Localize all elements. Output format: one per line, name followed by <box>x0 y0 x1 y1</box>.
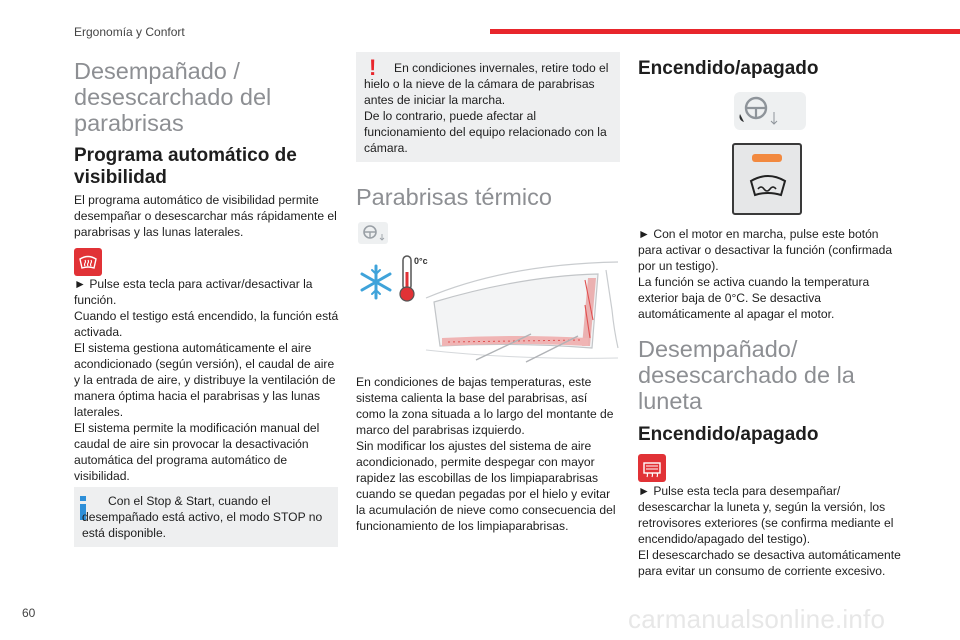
running-header: Ergonomía y Confort <box>74 25 185 39</box>
warning-icon: ! <box>369 55 377 80</box>
header-accent-bar <box>490 29 960 34</box>
section-title-heated-windscreen: Parabrisas térmico <box>356 184 552 210</box>
title-on-off-rear: Encendido/apagado <box>638 424 819 445</box>
watermark: carmanualsonline.info <box>628 604 886 634</box>
subtitle-auto-visibility: Programa automático de visibilidad <box>74 145 297 188</box>
auto-visibility-intro: El programa automático de visibilidad permite desempañar o desescarchar más rápidamente el parabrisas y las lunas laterales. <box>74 193 337 239</box>
indicator-lamp <box>752 154 782 162</box>
heated-windscreen-icon <box>747 171 789 199</box>
auto-visibility-body: ► Pulse esta tecla para activar/desactivar la función. Cuando el testigo está encendido, la función está activada. El sistema gestiona automáticamente el aire acondicionado (según versión), el caudal de aire y la entrada de aire, y distribuye la ventilación de manera óptima hacia el parabrisas y las lunas laterales. El sistema permite la modificación manual del caudal de aire sin provocar la desactivación automática del programa automático de visibilidad. <box>74 277 339 483</box>
heated-windscreen-body: En condiciones de bajas temperaturas, este sistema calienta la base del parabrisas, así como la zona situada a lo largo del montante de marco del parabrisas izquierdo. Sin modificar los ajustes del sistema de aire acondicionado, permite despegar con mayor rapidez las escobillas de los limpiaparabrisas cuando se quedan pegadas por el hielo y evitar la acumulación de nieve como consecuencia del funcionamiento de los limpiaparabrisas. <box>356 375 616 533</box>
rear-screen-defrost-button-icon <box>638 454 666 482</box>
steering-wheel-diagram <box>734 92 806 135</box>
section-title-rear-screen-demist: Desempañado/ desescarchado de la luneta <box>638 336 855 414</box>
heated-windscreen-illustration <box>356 250 622 375</box>
heated-windscreen-on-off-body: ► Con el motor en marcha, pulse este botón para activar o desactivar la función (confirmada por un testigo). La función se activa cuando la temperatura exterior baja de 0°C. Se desactiva automáticamente al apagar el motor. <box>638 227 893 321</box>
heated-windscreen-button <box>732 143 802 215</box>
title-on-off: Encendido/apagado <box>638 58 819 79</box>
rear-screen-demist-body: ► Pulse esta tecla para desempañar/ desescarchar la luneta y, según la versión, los retrovisores exteriores (se confirma mediante el encendido/apagado del testigo). El desescarchado se desactiva automáticamente para evitar un consumo de corriente excesivo. <box>638 484 901 578</box>
page-number: 60 <box>22 606 36 620</box>
temperature-label: 0°c <box>414 256 428 266</box>
steering-wheel-icon <box>358 222 388 249</box>
info-note-text: Con el Stop & Start, cuando el desempañado está activo, el modo STOP no está disponible. <box>82 494 323 540</box>
windscreen-defrost-button-icon <box>74 248 102 276</box>
warning-note-text: En condiciones invernales, retire todo el hielo o la nieve de la cámara de parabrisas antes de iniciar la marcha. De lo contrario, puede afectar al funcionamiento del equipo relacionado con la cámara. <box>364 61 609 155</box>
section-title-windscreen-demist: Desempañado / desescarchado del parabrisas <box>74 58 272 136</box>
